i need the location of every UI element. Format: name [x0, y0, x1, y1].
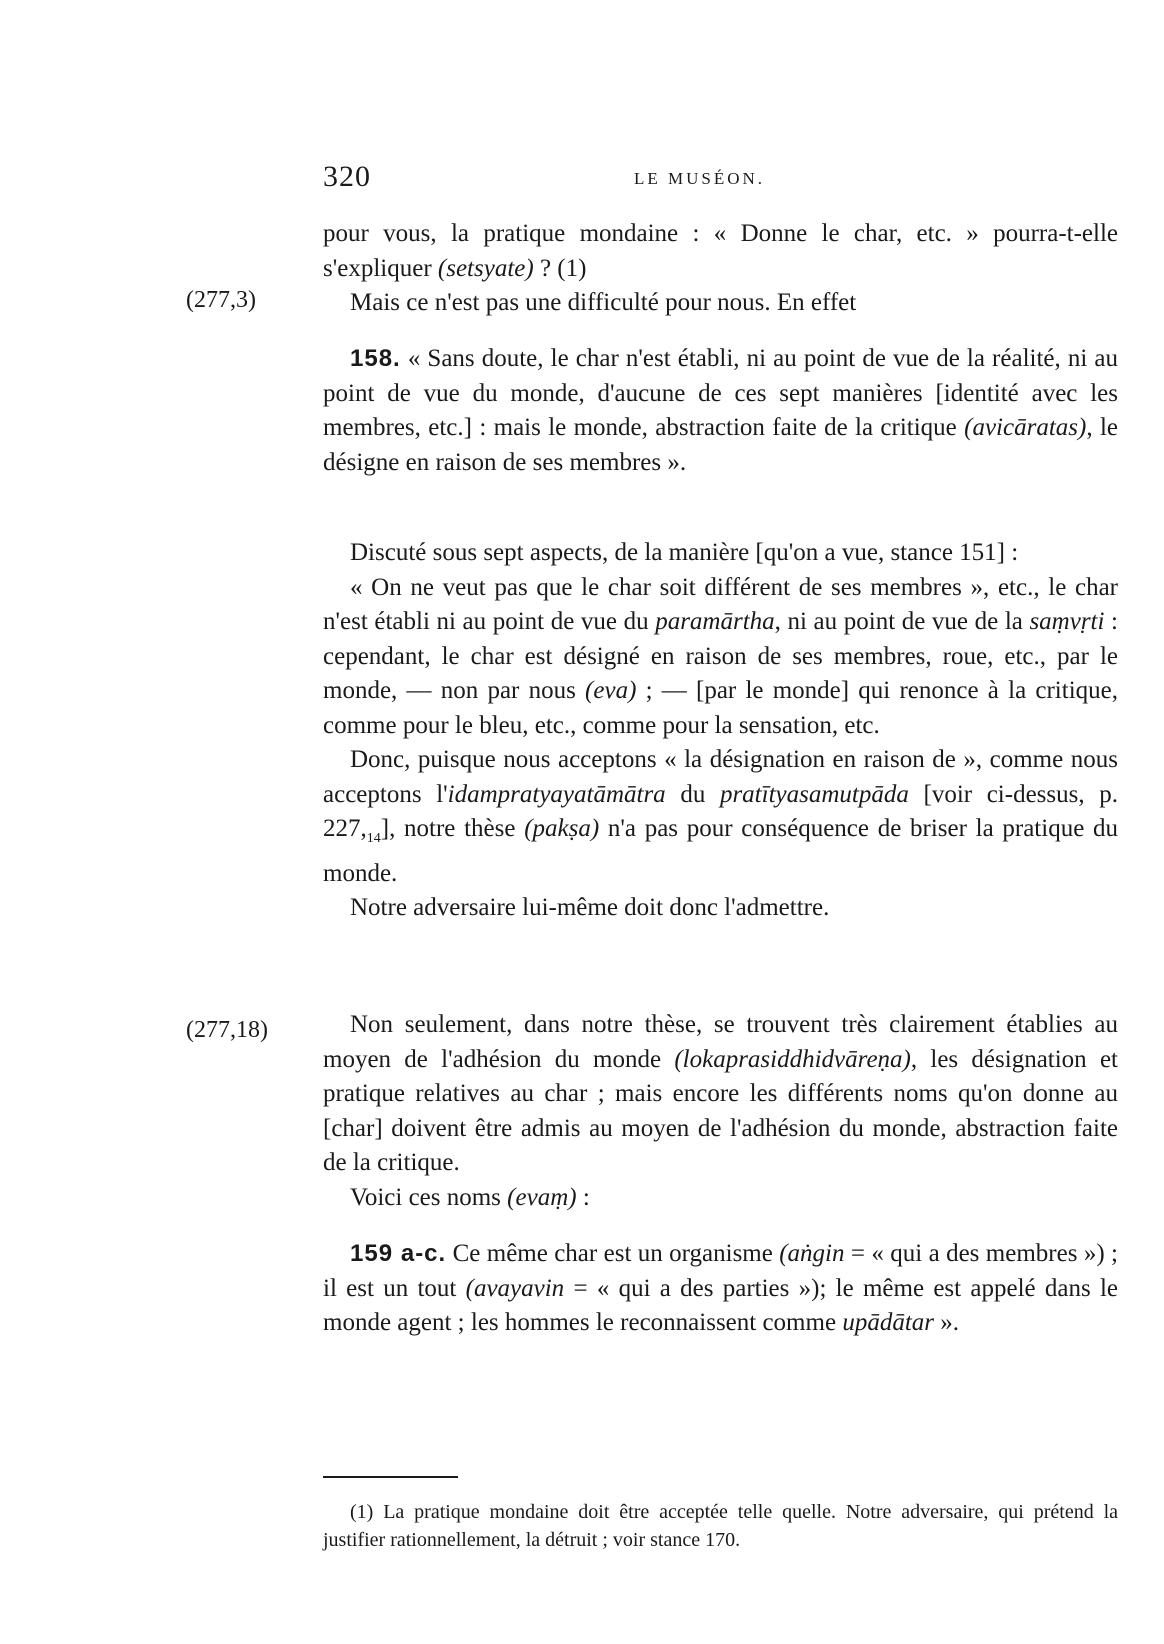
stanza-text: 159 a-c. Ce même char est un organisme (aṅgin = « qui a des membres ») ; il est un tout (avayavin = « qui a des parties »); le même est appelé dans le monde agent ; les hommes le reconnaissent comme upādātar ». [323, 1240, 1119, 1336]
paragraph: Notre adversaire lui-même doit donc l'admettre. [350, 894, 830, 921]
paragraph: Voici ces noms (evaṃ) : [350, 1183, 590, 1211]
margin-reference: (277,18) [186, 1017, 268, 1043]
paragraph: Mais ce n'est pas une difficulté pour nous. En effet [350, 289, 857, 316]
paragraph: Discuté sous sept aspects, de la manière [qu'on a vue, stance 151] : [350, 539, 1019, 566]
commentary-158 [323, 536, 1118, 926]
stanza-159 [323, 1237, 1118, 1341]
stanza-number: 158. [350, 345, 401, 372]
stanza-text: 158. « Sans doute, le char n'est établi, ni au point de vue de la réalité, ni au point de vue du monde, d'aucune de ces sept manières [identité avec les membres, etc.] : mais le monde, abstraction faite de la critique (avicāratas), le désigne en raison de ses membres ». [323, 345, 1118, 476]
paragraph: Donc, puisque nous acceptons « la désignation en raison de », comme nous acceptons l'idampratyayatāmātra du pratītyasamutpāda [voir ci-dessus, p. $227,_{14}$], notre thèse (pakṣa) n'a pas pour conséquence de briser la pratique du monde. [323, 746, 1119, 887]
running-title: LE MUSÉON. [634, 169, 766, 188]
paragraph: « On ne veut pas que le char soit différent de ses membres », etc., le char n'est établi ni au point de vue du paramārtha, ni au point de vue de la saṃvṛti : cependant, le char est désigné en raison de ses membres, roue, etc., par le monde, — non par nous (eva) ; — [par le monde] qui renonce à la critique, comme pour le bleu, etc., comme pour la sensation, etc. [323, 573, 1118, 739]
paragraph: pour vous, la pratique mondaine : « Donne le char, etc. » pourra-t-elle s'expliquer (setsyate) ? (1) [323, 220, 1118, 282]
footnote [323, 1498, 1118, 1554]
page-number: 320 [323, 160, 371, 193]
margin-reference: (277,3) [186, 287, 256, 313]
footnote-text: (1) La pratique mondaine doit être acceptée telle quelle. Notre adversaire, qui prétend la justifier rationnellement, la détruit ; voir stance 170. [323, 1501, 1118, 1551]
footnote-rule [323, 1476, 458, 1478]
stanza-number: 159 a-c. [350, 1240, 447, 1267]
opening-text [323, 217, 1118, 321]
paragraph: Non seulement, dans notre thèse, se trouvent très clairement établies au moyen de l'adhésion du monde (lokaprasiddhidvāreṇa), les désignation et pratique relatives au char ; mais encore les différents noms qu'on donne au [char] doivent être admis au moyen de l'adhésion du monde, abstraction faite de la critique. [323, 1011, 1118, 1176]
stanza-158 [323, 342, 1118, 480]
names-paragraph [323, 1008, 1118, 1215]
